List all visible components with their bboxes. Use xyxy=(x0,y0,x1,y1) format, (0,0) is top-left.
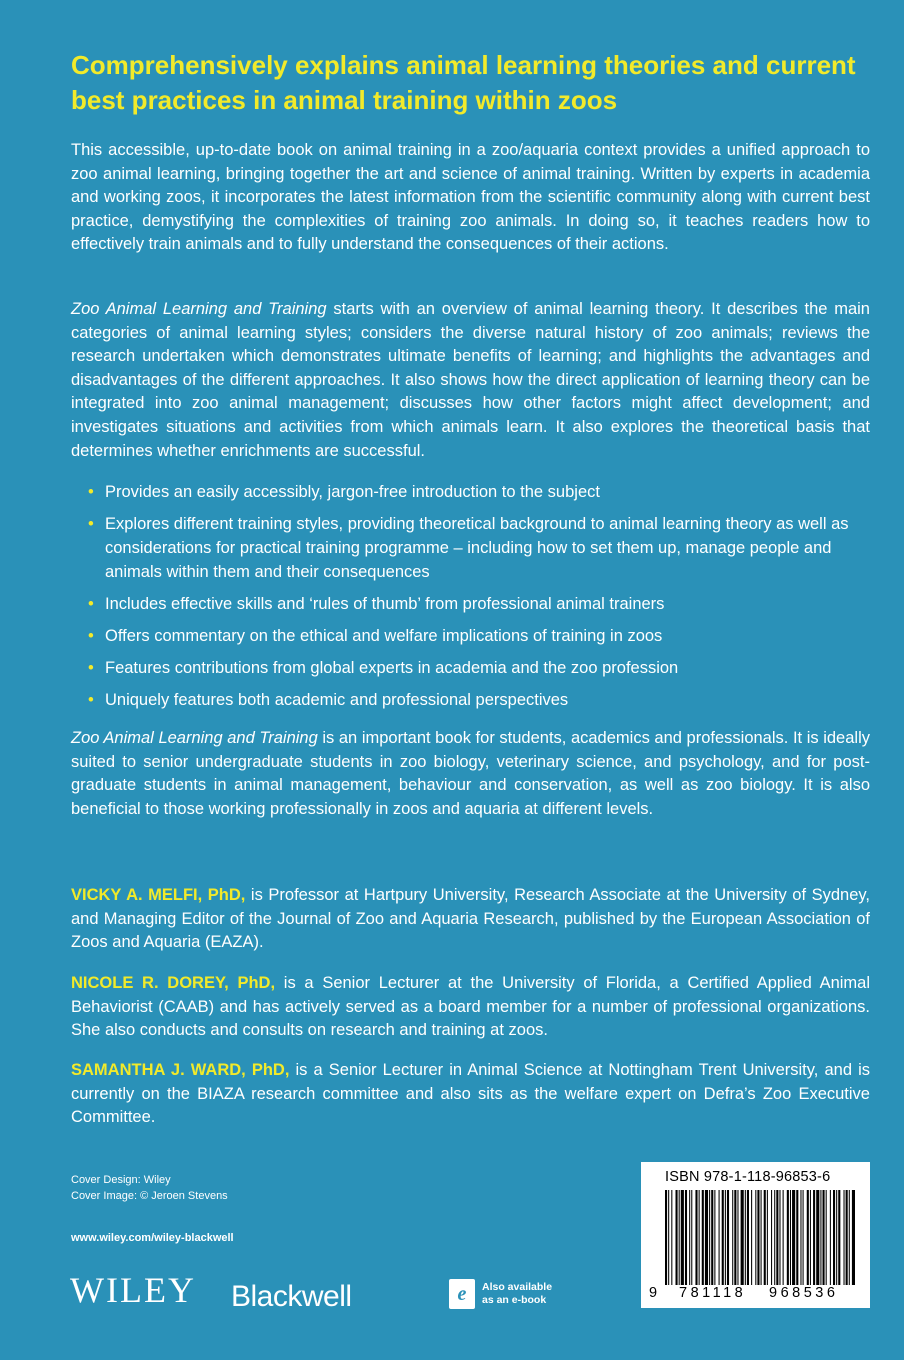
bullet-icon: • xyxy=(88,595,94,613)
barcode-bar xyxy=(826,1190,827,1285)
cover-image-credit: Cover Image: © Jeroen Stevens xyxy=(71,1190,228,1202)
barcode-bar xyxy=(810,1190,811,1285)
barcode-bar xyxy=(771,1190,772,1285)
barcode-bar xyxy=(668,1190,669,1285)
barcode-bar xyxy=(830,1190,831,1285)
cover-headline: Comprehensively explains animal learning theories and current best practices in animal training within zoos xyxy=(71,50,856,115)
audience-text: is an important book for students, academics and professionals. It is ideally suited to senior undergraduate students in zoo biology, veterinary science, and psychology, and for post-graduate students in animal management, behaviour and conservation, as well as zoo biology. It is also beneficial to those working professionally in zoos and aquaria at different levels. xyxy=(71,729,870,818)
barcode-digit-lead: 9 xyxy=(649,1285,658,1301)
barcode-bar xyxy=(800,1190,801,1285)
list-item xyxy=(88,624,878,648)
author-bio xyxy=(71,884,870,955)
author-bio-text: is a Senior Lecturer at the University of Florida, a Certified Applied Animal Behaviorist (CAAB) and has actively served as a board member for a number of professional organizations. She also conducts and consults on research and training at zoos. xyxy=(71,974,871,1040)
list-item-text: Features contributions from global experts in academia and the zoo profession xyxy=(105,659,679,677)
book-title-italic: Zoo Animal Learning and Training xyxy=(71,300,327,318)
author-bio xyxy=(71,1059,870,1130)
barcode-bar xyxy=(807,1190,809,1285)
list-item-text: Uniquely features both academic and professional perspectives xyxy=(105,691,569,709)
list-item-text: Explores different training styles, providing theoretical background to animal learning theory as well as considerations for practical training programme – including how to set them up, manage people and animals within them and their consequences xyxy=(105,515,849,581)
isbn-label: ISBN 978-1-118-96853-6 xyxy=(665,1169,831,1185)
cover-design-credit: Cover Design: Wiley xyxy=(71,1174,171,1186)
barcode-bar xyxy=(671,1190,672,1285)
intro-paragraph: This accessible, up-to-date book on animal training in a zoo/aquaria context provides a unified approach to zoo animal learning, bringing together the art and science of animal training. Written by experts in academia and working zoos, it incorporates the latest information from the scientific community along with current best practice, demystifying the complexities of training zoo animals. In doing so, it teaches readers how to effectively train animals and to fully understand the consequences of their actions. xyxy=(71,141,870,254)
bullet-icon: • xyxy=(88,483,94,501)
author-bio xyxy=(71,972,870,1043)
isbn-barcode-box xyxy=(641,1162,870,1308)
barcode-bar xyxy=(691,1190,692,1285)
barcode-bar xyxy=(705,1190,708,1285)
barcode-bar xyxy=(709,1190,710,1285)
wiley-logo: WILEY xyxy=(70,1270,196,1310)
barcode-bar xyxy=(852,1190,855,1285)
barcode-bar xyxy=(727,1190,729,1285)
cover-credits xyxy=(71,1172,228,1204)
barcode-bar xyxy=(714,1190,715,1285)
barcode-bar xyxy=(816,1190,819,1285)
barcode-bar xyxy=(689,1190,690,1285)
barcode-bar xyxy=(751,1190,752,1285)
barcode-bar xyxy=(846,1190,848,1285)
author-name: VICKY A. MELFI, PhD, xyxy=(71,886,246,904)
list-item xyxy=(88,512,878,584)
barcode-bar xyxy=(796,1190,798,1285)
barcode-bar xyxy=(813,1190,815,1285)
barcode-bar xyxy=(790,1190,791,1285)
audience-paragraph xyxy=(71,727,870,821)
bullet-icon: • xyxy=(88,515,94,533)
barcode-bar xyxy=(665,1190,667,1285)
barcode-bar xyxy=(823,1190,825,1285)
feature-list xyxy=(88,480,878,720)
list-item-text: Offers commentary on the ethical and welfare implications of training in zoos xyxy=(105,627,663,645)
list-item xyxy=(88,688,878,712)
barcode-bar xyxy=(695,1190,697,1285)
barcode-bar xyxy=(741,1190,744,1285)
barcode-bar xyxy=(711,1190,713,1285)
ebook-line-2: as an e-book xyxy=(482,1294,547,1306)
barcode-bar xyxy=(719,1190,720,1285)
ebook-notice xyxy=(482,1281,552,1307)
ebook-icon: e xyxy=(449,1279,475,1309)
book-title-italic: Zoo Animal Learning and Training xyxy=(71,729,318,747)
author-bio-text: is a Senior Lecturer in Animal Science at Nottingham Trent University, and is currently on the BIAZA research committee and also sits as the welfare expert on Defra’s Zoo Executive Committee. xyxy=(71,1061,871,1127)
overview-text: starts with an overview of animal learning theory. It describes the main categories of animal learning styles; considers the diverse natural history of zoo animals; reviews the research undertaken which demonstrates ultimate benefits of learning; and highlights the advantages and disadvantages of the different approaches. It also shows how the direct application of learning theory can be integrated into zoo animal management; discusses how other factors might affect development; and investigates situations and activities from which animals learn. It also explores the theoretical basis that determines whether enrichments are successful. xyxy=(71,300,870,460)
barcode-bar xyxy=(844,1190,845,1285)
barcode-bar xyxy=(679,1190,680,1285)
list-item xyxy=(88,480,878,504)
list-item-text: Provides an easily accessibly, jargon-free introduction to the subject xyxy=(105,483,600,501)
barcode-bar xyxy=(820,1190,821,1285)
bullet-icon: • xyxy=(88,659,94,677)
barcode-digits-left: 781118 xyxy=(679,1285,747,1301)
barcode-bar xyxy=(737,1190,738,1285)
barcode-bar xyxy=(774,1190,775,1285)
barcode-bar xyxy=(803,1190,804,1285)
barcode-digits xyxy=(641,1285,870,1305)
barcode-digits-right: 968536 xyxy=(769,1285,839,1301)
barcode-bar xyxy=(745,1190,746,1285)
author-name: NICOLE R. DOREY, PhD, xyxy=(71,974,276,992)
list-item xyxy=(88,592,878,616)
barcode-bar xyxy=(734,1190,736,1285)
barcode-graphic xyxy=(665,1190,855,1285)
bullet-icon: • xyxy=(88,691,94,709)
barcode-bar xyxy=(833,1190,835,1285)
barcode-bar xyxy=(702,1190,704,1285)
publisher-url[interactable]: www.wiley.com/wiley-blackwell xyxy=(71,1232,234,1244)
barcode-bar xyxy=(783,1190,784,1285)
barcode-bar xyxy=(779,1190,780,1285)
overview-paragraph xyxy=(71,298,870,463)
blackwell-imprint: Blackwell xyxy=(231,1280,352,1313)
list-item xyxy=(88,656,878,680)
ebook-line-1: Also available xyxy=(482,1281,553,1293)
author-name: SAMANTHA J. WARD, PhD, xyxy=(71,1061,290,1079)
barcode-bar xyxy=(761,1190,762,1285)
barcode-bar xyxy=(787,1190,789,1285)
list-item-text: Includes effective skills and ‘rules of thumb’ from professional animal trainers xyxy=(105,595,665,613)
author-bio-text: is Professor at Hartpury University, Research Associate at the University of Sydney, and Managing Editor of the Journal of Zoo and Aquaria Research, published by the European Association of Zoos and Aquaria (EAZA). xyxy=(71,886,870,952)
barcode-bar xyxy=(838,1190,840,1285)
barcode-bar xyxy=(676,1190,678,1285)
barcode-bar xyxy=(755,1190,756,1285)
barcode-bar xyxy=(776,1190,778,1285)
barcode-bar xyxy=(767,1190,768,1285)
barcode-bar xyxy=(747,1190,749,1285)
barcode-bar xyxy=(685,1190,687,1285)
barcode-bar xyxy=(836,1190,837,1285)
bullet-icon: • xyxy=(88,627,94,645)
barcode-bar xyxy=(725,1190,726,1285)
barcode-bar xyxy=(757,1190,759,1285)
barcode-bar xyxy=(699,1190,700,1285)
barcode-bar xyxy=(732,1190,733,1285)
barcode-bar xyxy=(722,1190,724,1285)
barcode-bar xyxy=(792,1190,795,1285)
barcode-bar xyxy=(681,1190,684,1285)
barcode-bar xyxy=(849,1190,850,1285)
barcode-bar xyxy=(764,1190,766,1285)
